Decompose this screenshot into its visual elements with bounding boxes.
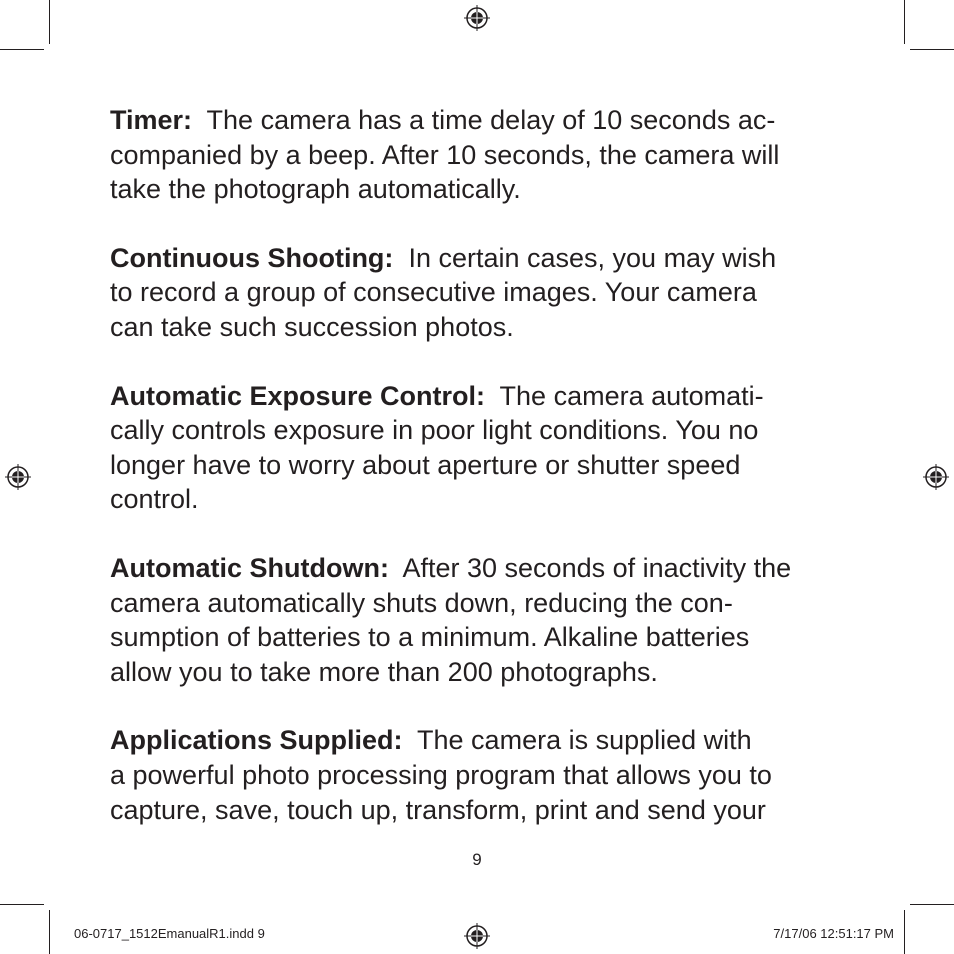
feature-text-line: allow you to take more than 200 photographs. [110, 656, 658, 687]
feature-term: Continuous Shooting: [110, 242, 394, 273]
crop-mark [904, 910, 905, 954]
registration-mark-icon [4, 463, 32, 491]
crop-mark [49, 910, 50, 954]
feature-continuous-shooting [110, 241, 850, 345]
feature-text-line: sumption of batteries to a minimum. Alkaline batteries [110, 622, 750, 653]
feature-text-line: The camera has a time delay of 10 seconds ac- [206, 105, 776, 135]
manual-body [110, 103, 850, 861]
feature-text-line: companied by a beep. After 10 seconds, the camera will [110, 139, 780, 170]
feature-term: Automatic Exposure Control: [110, 380, 486, 411]
feature-automatic-exposure-control [110, 379, 850, 517]
feature-text-line: In certain cases, you may wish [408, 242, 777, 273]
feature-text-line: capture, save, touch up, transform, print and send your [110, 794, 766, 825]
feature-term: Automatic Shutdown: [110, 552, 389, 583]
crop-mark [904, 0, 905, 44]
crop-mark [910, 49, 954, 50]
crop-mark [910, 904, 954, 905]
feature-text-line: can take such succession photos. [110, 311, 514, 342]
feature-applications-supplied [110, 723, 850, 827]
crop-mark [0, 49, 44, 50]
crop-mark [0, 904, 44, 905]
feature-text-line: take the photograph automatically. [110, 174, 521, 205]
registration-mark-icon [463, 922, 491, 950]
feature-automatic-shutdown [110, 551, 850, 689]
registration-mark-icon [922, 463, 950, 491]
slug-datetime: 7/17/06 12:51:17 PM [773, 926, 894, 941]
slug-filename: 06-0717_1512EmanualR1.indd 9 [74, 926, 265, 941]
feature-text-line: The camera is supplied with [417, 725, 752, 756]
feature-text-line: longer have to worry about aperture or shutter speed [110, 449, 741, 480]
feature-text-line: a powerful photo processing program that allows you to [110, 759, 772, 790]
feature-term: Applications Supplied: [110, 725, 403, 756]
feature-text-line: After 30 seconds of inactivity the [402, 552, 792, 583]
feature-term: Timer: [110, 105, 193, 135]
feature-timer [110, 103, 850, 207]
feature-text-line: to record a group of consecutive images. Your camera [110, 277, 757, 308]
feature-text-line: cally controls exposure in poor light conditions. You no [110, 415, 759, 446]
feature-text-line: control. [110, 484, 199, 515]
crop-mark [49, 0, 50, 44]
page-number: 9 [472, 850, 482, 869]
feature-text-line: camera automatically shuts down, reducing the con- [110, 587, 733, 618]
registration-mark-icon [463, 4, 491, 32]
feature-text-line: The camera automati- [499, 380, 764, 411]
